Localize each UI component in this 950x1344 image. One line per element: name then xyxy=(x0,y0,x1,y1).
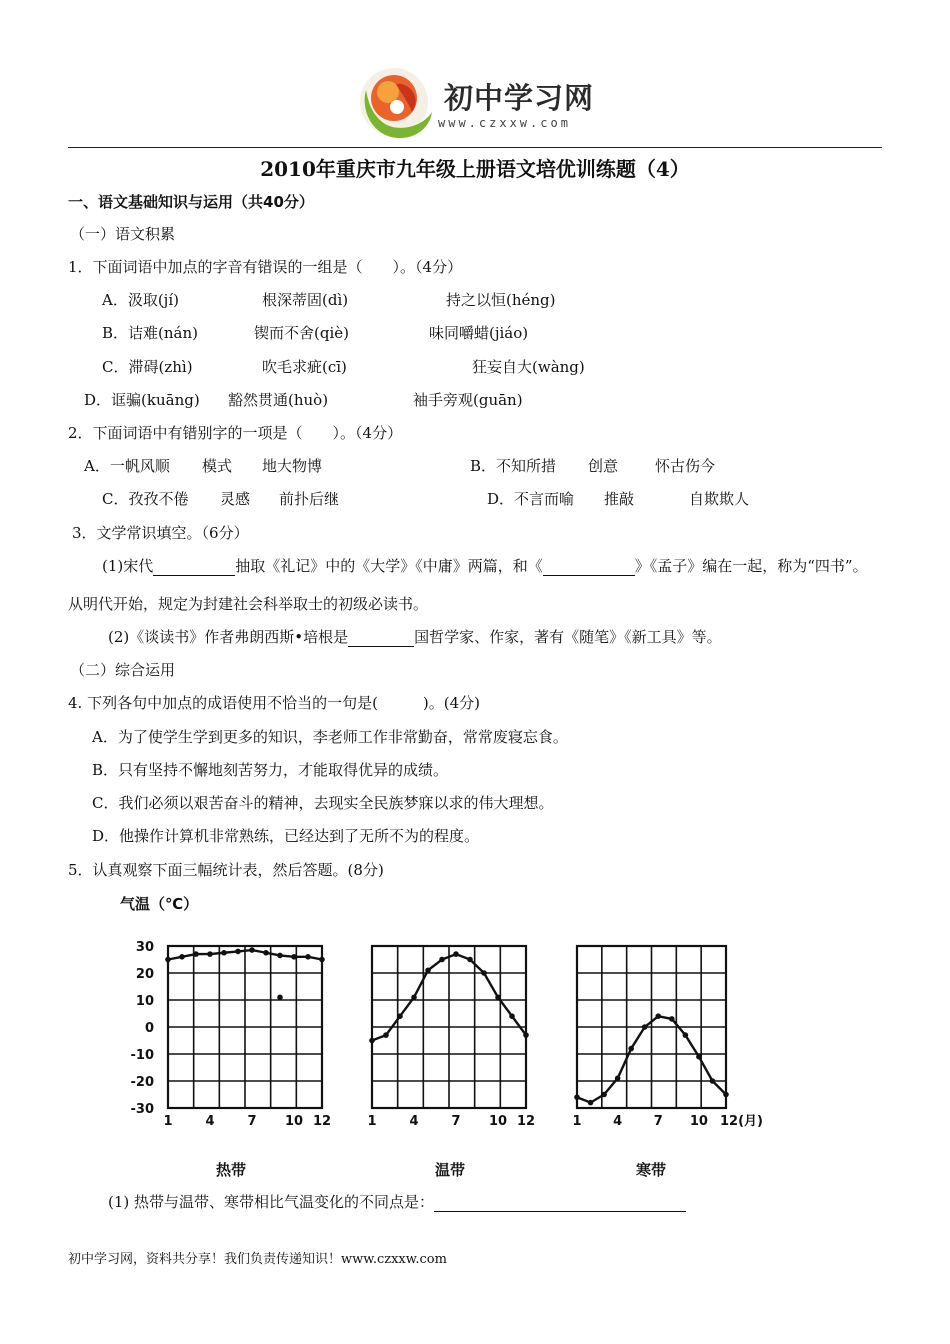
frigid-data-point xyxy=(601,1092,607,1098)
frigid-data-point xyxy=(642,1024,648,1030)
x-tick-label: 7 xyxy=(247,1114,257,1129)
q1-option-b-1: B．诘难(nán) xyxy=(102,324,198,342)
answer-blank[interactable] xyxy=(153,559,235,576)
section-heading: 一、语文基础知识与运用（共40分） xyxy=(68,193,314,211)
q2-option-a-2: 模式 xyxy=(202,457,233,475)
y-tick-label: 10 xyxy=(135,994,154,1009)
temperate-data-point xyxy=(383,1032,389,1038)
frigid-data-point xyxy=(723,1092,729,1098)
temperate-data-point xyxy=(369,1038,375,1044)
tropical-data-point xyxy=(263,950,269,956)
q3-part-1-text-c: 》《孟子》编在一起，称为“四书”。 xyxy=(634,557,868,575)
q2-option-b-3: 怀古伤今 xyxy=(655,457,716,475)
x-tick-label: 10 xyxy=(689,1114,708,1129)
q1-option-a-2: 根深蒂固(dì) xyxy=(262,291,349,309)
tropical-data-point xyxy=(221,950,227,956)
q1-option-d-3: 袖手旁观(guān) xyxy=(413,391,523,409)
tropical-data-point xyxy=(235,949,241,955)
q2-option-a-3: 地大物博 xyxy=(262,457,323,475)
frigid-data-point xyxy=(588,1100,594,1106)
logo-emblem-icon xyxy=(352,62,434,142)
tropical-data-point xyxy=(319,957,325,963)
logo-name: 初中学习网 xyxy=(444,81,595,115)
q1-option-c-2: 吹毛求疵(cī) xyxy=(262,358,347,376)
x-tick-label: 10 xyxy=(284,1114,304,1129)
x-tick-label: 4 xyxy=(205,1114,215,1129)
frigid-data-point xyxy=(710,1078,716,1084)
frigid-data-point xyxy=(628,1046,634,1052)
temperate-data-point xyxy=(467,957,473,963)
x-tick-label: 1 xyxy=(367,1114,377,1129)
tropical-data-point xyxy=(249,947,255,953)
y-tick-label: -30 xyxy=(130,1102,154,1117)
q5-sub-1 xyxy=(108,1192,686,1212)
answer-blank[interactable] xyxy=(348,630,414,647)
tropical-data-point xyxy=(277,953,283,959)
frigid-data-point xyxy=(696,1054,702,1060)
y-tick-label: 20 xyxy=(135,967,154,982)
y-tick-label: 30 xyxy=(135,940,154,955)
y-tick-label: 0 xyxy=(144,1021,154,1036)
chart-title-tropical: 热带 xyxy=(216,1161,247,1179)
q1-option-c-3: 狂妄自大(wàng) xyxy=(472,358,585,376)
q3-part-2-text-a: (2)《谈读书》作者弗朗西斯•培根是 xyxy=(108,628,349,646)
q4-option-d: D．他操作计算机非常熟练，已经达到了无所不为的程度。 xyxy=(92,827,480,845)
climate-charts xyxy=(0,925,950,1175)
q1-option-a-1: A．汲取(jí) xyxy=(102,291,179,309)
tropical-data-point xyxy=(291,954,297,960)
temperate-data-point xyxy=(495,995,501,1001)
answer-blank[interactable] xyxy=(543,559,635,576)
q2-option-c-2: 灵感 xyxy=(220,490,251,508)
temperate-data-point xyxy=(439,957,445,963)
chart-y-axis-label: 气温（℃） xyxy=(120,895,199,913)
y-tick-label: -10 xyxy=(130,1048,154,1063)
temperate-data-point xyxy=(453,951,459,957)
logo-url: www.czxxw.com xyxy=(438,116,571,130)
question-3-stem: 3．文学常识填空。（6分） xyxy=(72,524,249,542)
temperate-data-point xyxy=(523,1032,529,1038)
x-tick-label: 12(月) xyxy=(720,1114,763,1129)
answer-blank[interactable] xyxy=(434,1195,686,1212)
q3-part-1 xyxy=(102,556,868,576)
q3-part-2 xyxy=(108,627,722,647)
temperate-data-point xyxy=(481,970,487,976)
question-4-stem: 4. 下列各句中加点的成语使用不恰当的一句是( )。(4分) xyxy=(68,694,481,712)
question-1-stem: 1．下面词语中加点的字音有错误的一组是（ ）。（4分） xyxy=(68,258,463,276)
q2-option-b-2: 创意 xyxy=(588,457,619,475)
header-rule xyxy=(68,147,882,148)
q1-option-b-2: 锲而不舍(qiè) xyxy=(254,324,349,342)
q2-option-d-1: D．不言而喻 xyxy=(487,490,575,508)
q2-option-d-2: 推敲 xyxy=(604,490,635,508)
site-logo xyxy=(352,62,612,142)
x-tick-label: 7 xyxy=(451,1114,461,1129)
q3-part-1-continuation: 从明代开始，规定为封建社会科举取士的初级必读书。 xyxy=(68,595,429,613)
question-2-stem: 2．下面词语中有错别字的一项是（ ）。（4分） xyxy=(68,424,403,442)
tropical-data-point xyxy=(305,954,311,960)
tropical-data-point xyxy=(193,951,199,957)
q1-option-a-3: 持之以恒(héng) xyxy=(446,291,556,309)
x-tick-label: 12 xyxy=(312,1114,332,1129)
chart-title-temperate: 温带 xyxy=(435,1161,466,1179)
x-tick-label: 4 xyxy=(409,1114,419,1129)
x-tick-label: 4 xyxy=(613,1114,623,1129)
q2-option-b-1: B．不知所措 xyxy=(470,457,557,475)
q3-part-1-text-a: (1)宋代 xyxy=(102,557,154,575)
y-tick-label: -20 xyxy=(130,1075,154,1090)
tropical-data-point xyxy=(207,951,213,957)
q3-part-1-text-b: 抽取《礼记》中的《大学》《中庸》两篇，和《 xyxy=(235,557,543,575)
frigid-data-point xyxy=(683,1032,689,1038)
subsection-heading: （一）语文积累 xyxy=(70,225,176,243)
q1-option-d-2: 豁然贯通(huò) xyxy=(228,391,329,409)
q2-option-d-3: 自欺欺人 xyxy=(689,490,750,508)
q3-part-2-text-b: 国哲学家、作家，著有《随笔》《新工具》等。 xyxy=(414,628,722,646)
q5-sub-1-text: (1) 热带与温带、寒带相比气温变化的不同点是： xyxy=(108,1193,435,1211)
page-title: 2010年重庆市九年级上册语文培优训练题（4） xyxy=(260,157,690,181)
q4-option-a: A．为了使学生学到更多的知识，李老师工作非常勤奋，常常废寝忘食。 xyxy=(92,728,568,746)
temperate-data-point xyxy=(397,1013,403,1019)
q4-option-b: B．只有坚持不懈地刻苦努力，才能取得优异的成绩。 xyxy=(92,761,449,779)
subsection-heading: （二）综合运用 xyxy=(70,661,176,679)
q1-option-d-1: D．诓骗(kuāng) xyxy=(84,391,200,409)
frigid-data-point xyxy=(615,1076,621,1082)
q1-option-c-1: C．滞碍(zhì) xyxy=(102,358,193,376)
x-tick-label: 7 xyxy=(653,1114,663,1129)
q2-option-c-3: 前扑后继 xyxy=(279,490,340,508)
q2-option-a-1: A．一帆风顺 xyxy=(84,457,170,475)
temperate-data-point xyxy=(509,1013,515,1019)
frigid-data-point xyxy=(669,1016,675,1022)
frigid-data-point xyxy=(655,1013,661,1019)
q4-option-c: C．我们必须以艰苦奋斗的精神，去现实全民族梦寐以求的伟大理想。 xyxy=(92,794,554,812)
frigid-data-point xyxy=(574,1094,580,1100)
question-5-stem: 5．认真观察下面三幅统计表，然后答题。(8分) xyxy=(68,861,384,879)
tropical-stray-point xyxy=(277,995,283,1001)
temperate-data-point xyxy=(425,968,431,974)
q2-option-c-1: C．孜孜不倦 xyxy=(102,490,189,508)
temperate-data-point xyxy=(411,995,417,1001)
x-tick-label: 12 xyxy=(516,1114,536,1129)
x-tick-label: 1 xyxy=(572,1114,582,1129)
x-tick-label: 1 xyxy=(163,1114,173,1129)
x-tick-label: 10 xyxy=(488,1114,508,1129)
tropical-data-point xyxy=(165,957,171,963)
tropical-data-point xyxy=(179,954,185,960)
footer-text: 初中学习网，资料共分享！我们负责传递知识！www.czxxw.com xyxy=(68,1252,447,1267)
q1-option-b-3: 味同嚼蜡(jiáo) xyxy=(429,324,529,342)
chart-title-frigid: 寒带 xyxy=(636,1161,667,1179)
